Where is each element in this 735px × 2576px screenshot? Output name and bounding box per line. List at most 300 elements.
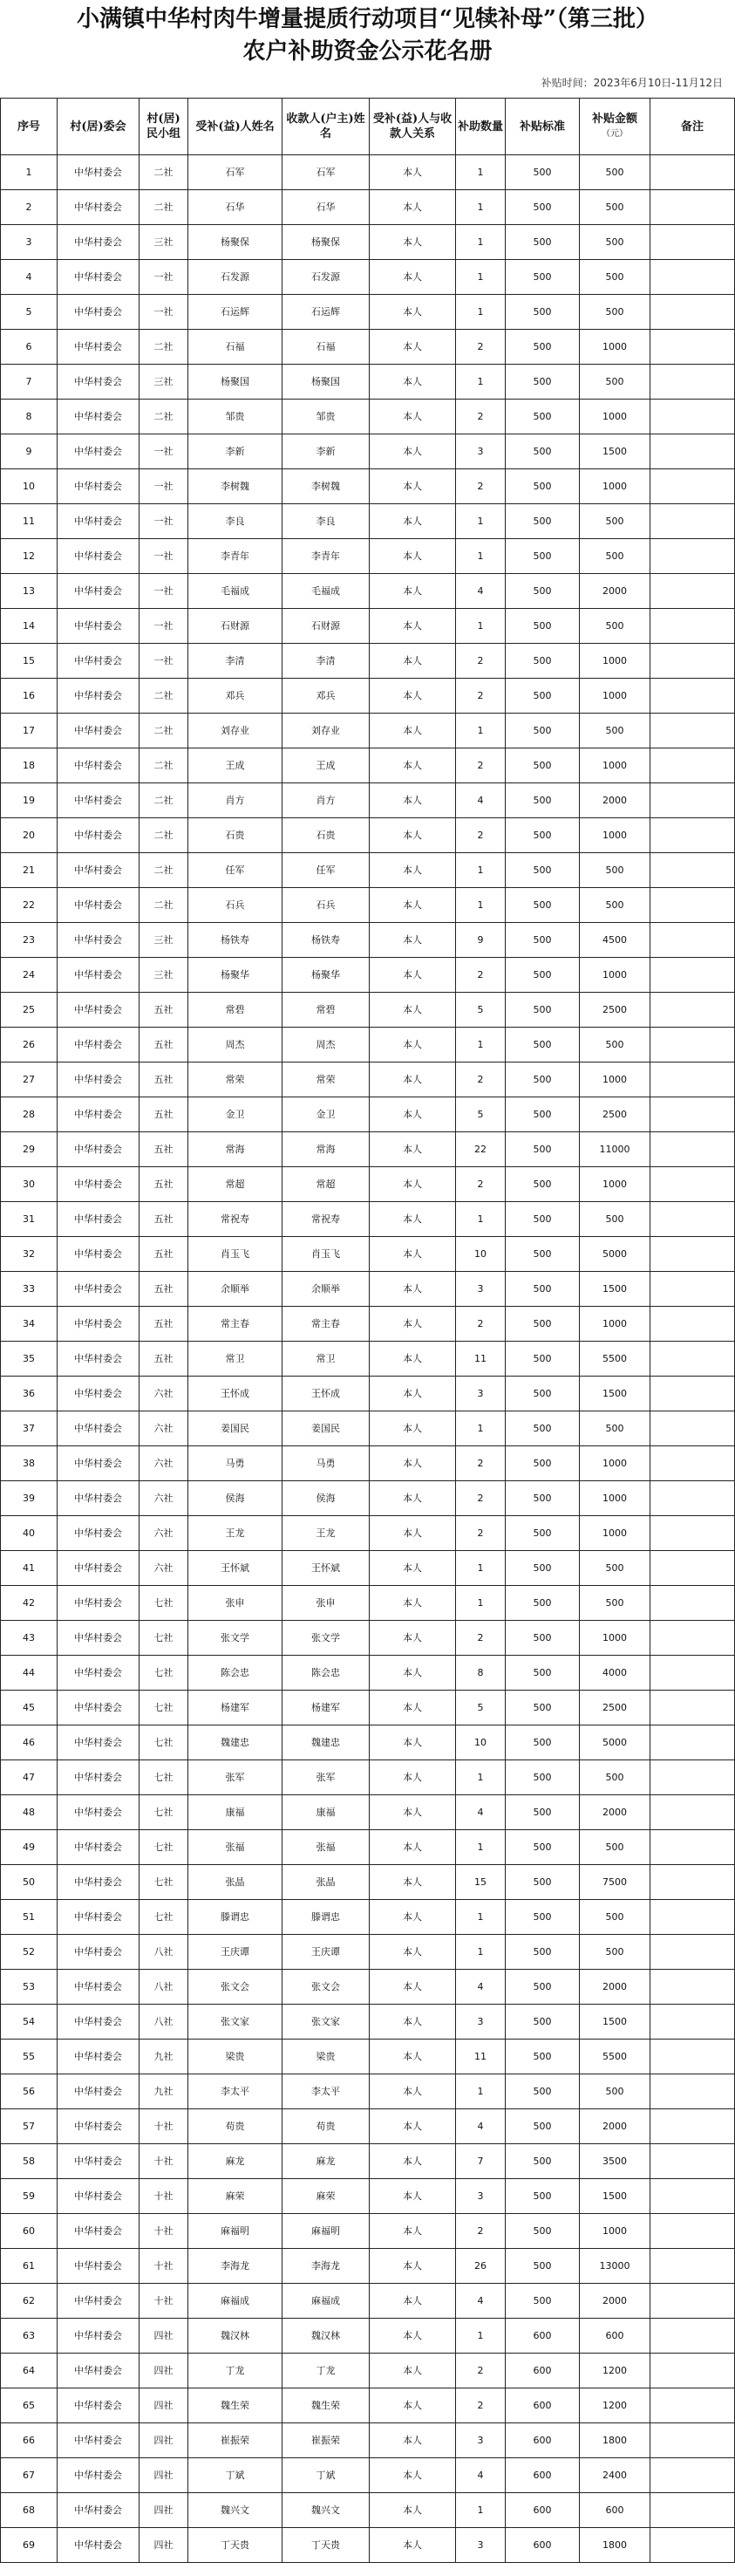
- cell-standard: 500: [506, 1272, 580, 1307]
- cell-count: 2: [456, 1063, 506, 1097]
- cell-count: 5: [456, 1691, 506, 1725]
- cell-beneficiary: 魏建忠: [188, 1725, 282, 1760]
- cell-village: 中华村委会: [58, 1970, 140, 2005]
- cell-seq: 16: [1, 679, 58, 714]
- cell-amount: 5000: [580, 1237, 650, 1272]
- cell-group: 五社: [140, 1342, 188, 1377]
- cell-amount: 500: [580, 190, 650, 225]
- cell-payee: 杨建军: [282, 1691, 370, 1725]
- cell-count: 2: [456, 400, 506, 434]
- cell-relation: 本人: [370, 1865, 456, 1900]
- cell-group: 六社: [140, 1377, 188, 1411]
- cell-beneficiary: 麻福成: [188, 2284, 282, 2319]
- cell-beneficiary: 麻福明: [188, 2214, 282, 2249]
- cell-relation: 本人: [370, 1760, 456, 1795]
- cell-group: 五社: [140, 1028, 188, 1063]
- cell-amount: 2500: [580, 993, 650, 1028]
- cell-count: 1: [456, 190, 506, 225]
- cell-amount: 500: [580, 539, 650, 574]
- cell-standard: 500: [506, 2249, 580, 2284]
- table-row: [1, 1551, 735, 1586]
- cell-seq: 67: [1, 2458, 58, 2493]
- cell-standard: 500: [506, 1446, 580, 1481]
- cell-seq: 45: [1, 1691, 58, 1725]
- cell-count: 1: [456, 1830, 506, 1865]
- cell-group: 三社: [140, 958, 188, 993]
- cell-seq: 44: [1, 1656, 58, 1691]
- cell-standard: 500: [506, 923, 580, 958]
- cell-standard: 500: [506, 1795, 580, 1830]
- cell-standard: 500: [506, 504, 580, 539]
- table-row: [1, 2458, 735, 2493]
- cell-relation: 本人: [370, 748, 456, 783]
- table-row: [1, 2423, 735, 2458]
- cell-relation: 本人: [370, 1272, 456, 1307]
- cell-amount: 500: [580, 295, 650, 330]
- cell-payee: 麻福明: [282, 2214, 370, 2249]
- cell-beneficiary: 石兵: [188, 888, 282, 923]
- cell-group: 一社: [140, 434, 188, 469]
- cell-group: 六社: [140, 1516, 188, 1551]
- table-row: [1, 1028, 735, 1063]
- cell-remark: [650, 993, 735, 1028]
- table-row: [1, 1691, 735, 1725]
- cell-group: 十社: [140, 2249, 188, 2284]
- cell-standard: 500: [506, 2074, 580, 2109]
- table-row: [1, 504, 735, 539]
- cell-remark: [650, 1970, 735, 2005]
- cell-beneficiary: 李青年: [188, 539, 282, 574]
- cell-standard: 500: [506, 1097, 580, 1132]
- cell-beneficiary: 常主春: [188, 1307, 282, 1342]
- cell-standard: 600: [506, 2319, 580, 2354]
- cell-amount: 500: [580, 609, 650, 644]
- cell-seq: 53: [1, 1970, 58, 2005]
- cell-beneficiary: 李良: [188, 504, 282, 539]
- cell-relation: 本人: [370, 2144, 456, 2179]
- cell-remark: [650, 1446, 735, 1481]
- header-seq: 序号: [1, 99, 58, 155]
- cell-village: 中华村委会: [58, 1586, 140, 1621]
- table-row: [1, 2144, 735, 2179]
- cell-village: 中华村委会: [58, 190, 140, 225]
- cell-group: 四社: [140, 2354, 188, 2388]
- cell-remark: [650, 504, 735, 539]
- cell-amount: 500: [580, 1586, 650, 1621]
- cell-beneficiary: 康福: [188, 1795, 282, 1830]
- cell-beneficiary: 石华: [188, 190, 282, 225]
- cell-payee: 常碧: [282, 993, 370, 1028]
- cell-relation: 本人: [370, 1481, 456, 1516]
- cell-relation: 本人: [370, 1970, 456, 2005]
- table-row: [1, 2319, 735, 2354]
- cell-remark: [650, 434, 735, 469]
- cell-amount: 500: [580, 1411, 650, 1446]
- cell-payee: 周杰: [282, 1028, 370, 1063]
- cell-amount: 500: [580, 225, 650, 260]
- cell-beneficiary: 魏汉林: [188, 2319, 282, 2354]
- cell-beneficiary: 任军: [188, 853, 282, 888]
- cell-group: 五社: [140, 1097, 188, 1132]
- cell-remark: [650, 644, 735, 679]
- cell-amount: 500: [580, 1830, 650, 1865]
- cell-beneficiary: 杨建军: [188, 1691, 282, 1725]
- cell-payee: 李太平: [282, 2074, 370, 2109]
- cell-beneficiary: 丁斌: [188, 2458, 282, 2493]
- cell-village: 中华村委会: [58, 539, 140, 574]
- cell-relation: 本人: [370, 2074, 456, 2109]
- cell-standard: 600: [506, 2388, 580, 2423]
- cell-seq: 46: [1, 1725, 58, 1760]
- cell-payee: 杨聚华: [282, 958, 370, 993]
- cell-village: 中华村委会: [58, 2388, 140, 2423]
- header-amount: [580, 99, 650, 155]
- cell-payee: 邹贵: [282, 400, 370, 434]
- cell-standard: 500: [506, 1900, 580, 1935]
- cell-seq: 9: [1, 434, 58, 469]
- cell-beneficiary: 肖方: [188, 783, 282, 818]
- cell-standard: 500: [506, 190, 580, 225]
- cell-village: 中华村委会: [58, 888, 140, 923]
- cell-group: 二社: [140, 679, 188, 714]
- cell-payee: 张文家: [282, 2005, 370, 2040]
- cell-beneficiary: 苟贵: [188, 2109, 282, 2144]
- cell-payee: 丁斌: [282, 2458, 370, 2493]
- cell-count: 1: [456, 1760, 506, 1795]
- cell-seq: 6: [1, 330, 58, 365]
- cell-seq: 24: [1, 958, 58, 993]
- table-row: [1, 1725, 735, 1760]
- cell-payee: 马勇: [282, 1446, 370, 1481]
- cell-amount: 1000: [580, 1516, 650, 1551]
- cell-group: 一社: [140, 504, 188, 539]
- cell-seq: 39: [1, 1481, 58, 1516]
- table-row: [1, 818, 735, 853]
- cell-relation: 本人: [370, 679, 456, 714]
- cell-group: 二社: [140, 190, 188, 225]
- cell-group: 二社: [140, 330, 188, 365]
- cell-seq: 59: [1, 2179, 58, 2214]
- table-row: [1, 539, 735, 574]
- cell-standard: 500: [506, 1342, 580, 1377]
- cell-remark: [650, 225, 735, 260]
- header-village: 村(居)委会: [58, 99, 140, 155]
- table-row: [1, 609, 735, 644]
- cell-relation: 本人: [370, 2458, 456, 2493]
- cell-beneficiary: 石运辉: [188, 295, 282, 330]
- cell-standard: 500: [506, 1725, 580, 1760]
- cell-relation: 本人: [370, 1411, 456, 1446]
- cell-payee: 王庆谭: [282, 1935, 370, 1970]
- cell-village: 中华村委会: [58, 748, 140, 783]
- cell-seq: 10: [1, 469, 58, 504]
- cell-seq: 12: [1, 539, 58, 574]
- cell-payee: 常超: [282, 1167, 370, 1202]
- cell-seq: 51: [1, 1900, 58, 1935]
- cell-standard: 500: [506, 1516, 580, 1551]
- table-row: [1, 714, 735, 748]
- cell-remark: [650, 609, 735, 644]
- cell-remark: [650, 1237, 735, 1272]
- cell-remark: [650, 2249, 735, 2284]
- cell-payee: 邓兵: [282, 679, 370, 714]
- cell-group: 二社: [140, 818, 188, 853]
- cell-relation: 本人: [370, 1551, 456, 1586]
- cell-amount: 2500: [580, 1097, 650, 1132]
- cell-standard: 500: [506, 1377, 580, 1411]
- cell-village: 中华村委会: [58, 1760, 140, 1795]
- cell-village: 中华村委会: [58, 1307, 140, 1342]
- cell-amount: 500: [580, 888, 650, 923]
- beneficiary-table: [0, 98, 735, 2563]
- table-row: [1, 2354, 735, 2388]
- cell-village: 中华村委会: [58, 1272, 140, 1307]
- cell-standard: 500: [506, 2179, 580, 2214]
- cell-group: 四社: [140, 2423, 188, 2458]
- cell-count: 4: [456, 574, 506, 609]
- cell-payee: 张晶: [282, 1865, 370, 1900]
- cell-payee: 常卫: [282, 1342, 370, 1377]
- cell-relation: 本人: [370, 2354, 456, 2388]
- cell-seq: 17: [1, 714, 58, 748]
- cell-remark: [650, 574, 735, 609]
- cell-beneficiary: 麻荣: [188, 2179, 282, 2214]
- cell-beneficiary: 刘存业: [188, 714, 282, 748]
- cell-village: 中华村委会: [58, 1656, 140, 1691]
- cell-payee: 张文会: [282, 1970, 370, 2005]
- cell-standard: 500: [506, 469, 580, 504]
- cell-beneficiary: 常海: [188, 1132, 282, 1167]
- cell-group: 八社: [140, 1970, 188, 2005]
- cell-remark: [650, 714, 735, 748]
- cell-standard: 500: [506, 783, 580, 818]
- cell-count: 1: [456, 853, 506, 888]
- cell-village: 中华村委会: [58, 853, 140, 888]
- cell-count: 2: [456, 1446, 506, 1481]
- cell-count: 1: [456, 609, 506, 644]
- cell-seq: 5: [1, 295, 58, 330]
- cell-relation: 本人: [370, 1167, 456, 1202]
- cell-remark: [650, 2144, 735, 2179]
- cell-amount: 500: [580, 853, 650, 888]
- cell-amount: 1800: [580, 2528, 650, 2563]
- cell-village: 中华村委会: [58, 818, 140, 853]
- cell-payee: 李清: [282, 644, 370, 679]
- cell-remark: [650, 1202, 735, 1237]
- cell-payee: 李树魏: [282, 469, 370, 504]
- cell-payee: 丁天贵: [282, 2528, 370, 2563]
- table-row: [1, 1760, 735, 1795]
- cell-group: 四社: [140, 2458, 188, 2493]
- cell-village: 中华村委会: [58, 1830, 140, 1865]
- cell-remark: [650, 155, 735, 190]
- table-row: [1, 2040, 735, 2074]
- cell-beneficiary: 毛福成: [188, 574, 282, 609]
- cell-group: 一社: [140, 574, 188, 609]
- cell-relation: 本人: [370, 2040, 456, 2074]
- cell-amount: 1000: [580, 2214, 650, 2249]
- cell-village: 中华村委会: [58, 434, 140, 469]
- cell-beneficiary: 常祝寿: [188, 1202, 282, 1237]
- cell-payee: 魏建忠: [282, 1725, 370, 1760]
- cell-standard: 500: [506, 1307, 580, 1342]
- cell-payee: 石运辉: [282, 295, 370, 330]
- cell-relation: 本人: [370, 1342, 456, 1377]
- cell-village: 中华村委会: [58, 2144, 140, 2179]
- cell-group: 一社: [140, 644, 188, 679]
- cell-village: 中华村委会: [58, 923, 140, 958]
- cell-remark: [650, 1551, 735, 1586]
- cell-payee: 张军: [282, 1760, 370, 1795]
- cell-remark: [650, 2458, 735, 2493]
- table-row: [1, 1446, 735, 1481]
- cell-beneficiary: 王怀成: [188, 1377, 282, 1411]
- cell-count: 3: [456, 1272, 506, 1307]
- cell-count: 10: [456, 1725, 506, 1760]
- cell-village: 中华村委会: [58, 2214, 140, 2249]
- cell-payee: 张申: [282, 1586, 370, 1621]
- table-row: [1, 2249, 735, 2284]
- cell-standard: 500: [506, 888, 580, 923]
- table-row: [1, 853, 735, 888]
- cell-beneficiary: 石福: [188, 330, 282, 365]
- cell-relation: 本人: [370, 1063, 456, 1097]
- cell-amount: 1000: [580, 748, 650, 783]
- cell-amount: 500: [580, 155, 650, 190]
- cell-standard: 500: [506, 853, 580, 888]
- cell-count: 3: [456, 1377, 506, 1411]
- cell-standard: 500: [506, 155, 580, 190]
- cell-relation: 本人: [370, 2528, 456, 2563]
- cell-relation: 本人: [370, 2388, 456, 2423]
- cell-payee: 李海龙: [282, 2249, 370, 2284]
- table-row: [1, 888, 735, 923]
- table-row: [1, 1830, 735, 1865]
- cell-beneficiary: 杨聚国: [188, 365, 282, 400]
- cell-standard: 500: [506, 1865, 580, 1900]
- cell-group: 二社: [140, 853, 188, 888]
- cell-amount: 500: [580, 1900, 650, 1935]
- cell-standard: 500: [506, 1028, 580, 1063]
- cell-payee: 常祝寿: [282, 1202, 370, 1237]
- cell-beneficiary: 余顺举: [188, 1272, 282, 1307]
- cell-group: 十社: [140, 2284, 188, 2319]
- cell-seq: 1: [1, 155, 58, 190]
- cell-beneficiary: 石发源: [188, 260, 282, 295]
- cell-beneficiary: 周杰: [188, 1028, 282, 1063]
- cell-group: 六社: [140, 1446, 188, 1481]
- table-row: [1, 2214, 735, 2249]
- cell-amount: 1500: [580, 1377, 650, 1411]
- cell-relation: 本人: [370, 1132, 456, 1167]
- cell-village: 中华村委会: [58, 295, 140, 330]
- cell-beneficiary: 石贵: [188, 818, 282, 853]
- table-row: [1, 1272, 735, 1307]
- cell-standard: 500: [506, 330, 580, 365]
- cell-group: 一社: [140, 609, 188, 644]
- cell-remark: [650, 2423, 735, 2458]
- cell-relation: 本人: [370, 1097, 456, 1132]
- cell-group: 七社: [140, 1760, 188, 1795]
- cell-seq: 18: [1, 748, 58, 783]
- cell-relation: 本人: [370, 400, 456, 434]
- table-row: [1, 225, 735, 260]
- cell-village: 中华村委会: [58, 1621, 140, 1656]
- cell-relation: 本人: [370, 365, 456, 400]
- table-row: [1, 1481, 735, 1516]
- cell-relation: 本人: [370, 1237, 456, 1272]
- cell-seq: 7: [1, 365, 58, 400]
- cell-payee: 张福: [282, 1830, 370, 1865]
- cell-seq: 20: [1, 818, 58, 853]
- cell-seq: 28: [1, 1097, 58, 1132]
- table-row: [1, 1063, 735, 1097]
- cell-payee: 陈会忠: [282, 1656, 370, 1691]
- cell-remark: [650, 1830, 735, 1865]
- cell-count: 2: [456, 330, 506, 365]
- table-row: [1, 748, 735, 783]
- cell-beneficiary: 张文家: [188, 2005, 282, 2040]
- cell-amount: 500: [580, 1760, 650, 1795]
- cell-amount: 2000: [580, 2109, 650, 2144]
- cell-beneficiary: 张晶: [188, 1865, 282, 1900]
- cell-village: 中华村委会: [58, 2249, 140, 2284]
- cell-remark: [650, 1760, 735, 1795]
- cell-beneficiary: 杨聚华: [188, 958, 282, 993]
- cell-count: 4: [456, 2109, 506, 2144]
- cell-remark: [650, 1795, 735, 1830]
- cell-standard: 500: [506, 2284, 580, 2319]
- cell-count: 2: [456, 748, 506, 783]
- cell-remark: [650, 1272, 735, 1307]
- cell-village: 中华村委会: [58, 1516, 140, 1551]
- cell-standard: 500: [506, 574, 580, 609]
- cell-village: 中华村委会: [58, 1446, 140, 1481]
- cell-standard: 500: [506, 818, 580, 853]
- cell-group: 四社: [140, 2388, 188, 2423]
- cell-group: 七社: [140, 1586, 188, 1621]
- cell-remark: [650, 2528, 735, 2563]
- cell-village: 中华村委会: [58, 609, 140, 644]
- cell-village: 中华村委会: [58, 1691, 140, 1725]
- cell-group: 一社: [140, 469, 188, 504]
- header-beneficiary: 受补(益)人姓名: [188, 99, 282, 155]
- cell-amount: 2400: [580, 2458, 650, 2493]
- cell-village: 中华村委会: [58, 1202, 140, 1237]
- cell-village: 中华村委会: [58, 1132, 140, 1167]
- cell-remark: [650, 748, 735, 783]
- cell-payee: 石发源: [282, 260, 370, 295]
- cell-seq: 54: [1, 2005, 58, 2040]
- cell-amount: 3500: [580, 2144, 650, 2179]
- cell-count: 7: [456, 2144, 506, 2179]
- cell-standard: 500: [506, 1935, 580, 1970]
- cell-amount: 1000: [580, 679, 650, 714]
- cell-group: 七社: [140, 1691, 188, 1725]
- cell-payee: 丁龙: [282, 2354, 370, 2388]
- cell-amount: 2000: [580, 574, 650, 609]
- table-row: [1, 2005, 735, 2040]
- cell-village: 中华村委会: [58, 1237, 140, 1272]
- cell-group: 五社: [140, 1132, 188, 1167]
- cell-amount: 500: [580, 365, 650, 400]
- cell-count: 1: [456, 504, 506, 539]
- table-row: [1, 2493, 735, 2528]
- cell-relation: 本人: [370, 1656, 456, 1691]
- cell-standard: 500: [506, 2040, 580, 2074]
- cell-group: 十社: [140, 2109, 188, 2144]
- cell-relation: 本人: [370, 1516, 456, 1551]
